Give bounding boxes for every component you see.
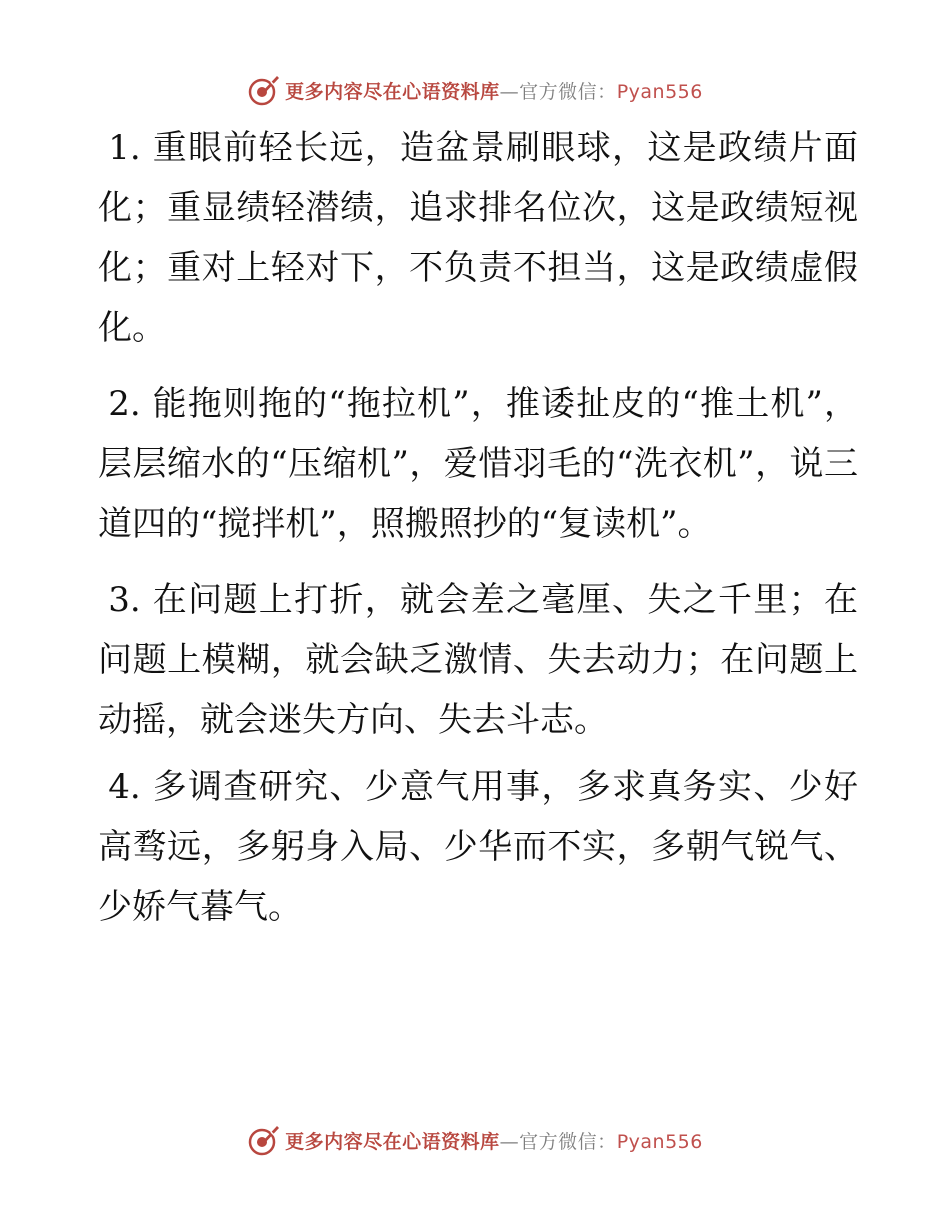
header-banner-title: 更多内容尽在心语资料库 [285, 80, 500, 103]
header-banner-separator: — [499, 80, 520, 103]
pen-nib-logo-icon [247, 73, 281, 107]
header-banner-official-label: 官方微信： [519, 80, 617, 103]
paragraph-4: 4. 多调查研究、少意气用事，多求真务实、少好高骛远，多躬身入局、少华而不实，多朝气锐气、少娇气暮气。 [98, 767, 858, 927]
document-body [98, 118, 858, 953]
paragraph-1: 1. 重眼前轻长远，造盆景刷眼球，这是政绩片面化；重显绩轻潜绩，追求排名位次，这是政绩短视化；重对上轻对下，不负责不担当，这是政绩虚假化。 [98, 128, 858, 348]
header-banner-wechat-id: Pyan556 [616, 80, 703, 103]
header-banner [0, 70, 950, 110]
pen-nib-logo-icon [247, 1123, 281, 1157]
footer-banner-text [285, 1127, 703, 1154]
footer-banner-separator: — [499, 1130, 520, 1153]
paragraph-2: 2. 能拖则拖的“拖拉机”，推诿扯皮的“推土机”，层层缩水的“压缩机”，爱惜羽毛的“洗衣机”，说三道四的“搅拌机”，照搬照抄的“复读机”。 [98, 384, 858, 544]
footer-banner-wechat-id: Pyan556 [616, 1130, 703, 1153]
footer-banner-title: 更多内容尽在心语资料库 [285, 1130, 500, 1153]
paragraph-3: 3. 在问题上打折，就会差之毫厘、失之千里；在问题上模糊，就会缺乏激情、失去动力；在问题上动摇，就会迷失方向、失去斗志。 [98, 580, 858, 740]
header-banner-text [285, 77, 703, 104]
footer-banner [0, 1120, 950, 1160]
footer-banner-official-label: 官方微信： [519, 1130, 617, 1153]
